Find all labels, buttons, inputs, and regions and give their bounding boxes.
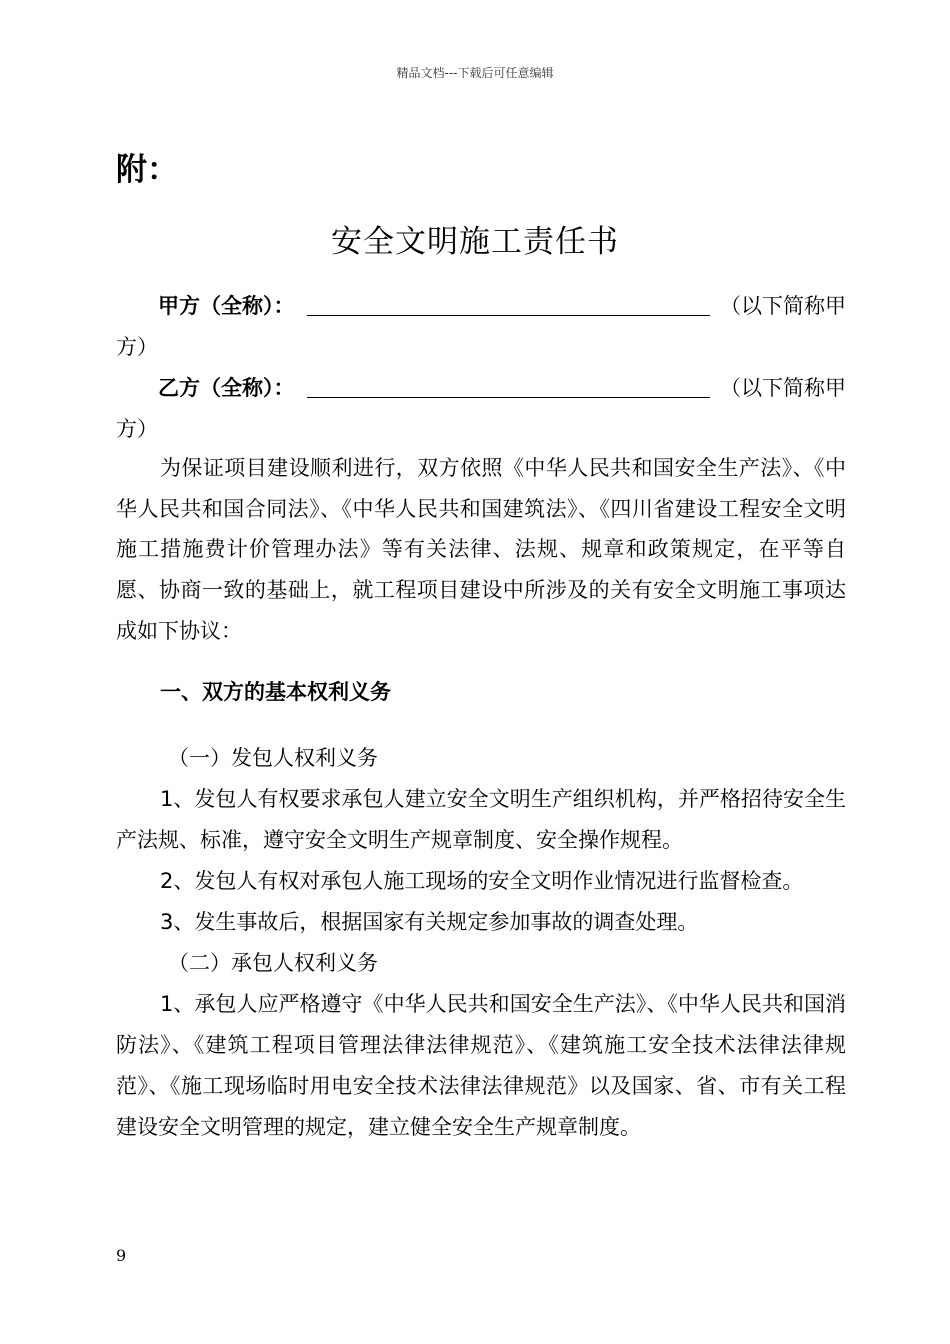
party-a-label: 甲方（全称）： — [158, 294, 295, 318]
party-b-blank[interactable] — [307, 396, 711, 398]
list-item: 2、发包人有权对承包人施工现场的安全文明作业情况进行监督检查。 — [160, 869, 804, 893]
list-item: 1、发包人有权要求承包人建立安全文明生产组织机构，并严格招待安全生产法规、标准，遵守安全文明生产规章制度、安全操作规程。 — [116, 787, 846, 852]
party-a-tail: （以下简称甲 — [720, 294, 846, 318]
party-b-tail: （以下简称甲 — [720, 376, 846, 400]
party-block — [116, 286, 846, 450]
subsection-heading-1: （一）发包人权利义务 — [168, 746, 378, 770]
list-item: 3、发生事故后，根据国家有关规定参加事故的调查处理。 — [160, 910, 699, 934]
party-a-line — [116, 286, 846, 327]
section-1-content — [116, 738, 846, 1148]
page-header: 精品文档---下载后可任意编辑 — [396, 66, 554, 80]
intro-paragraph: 为保证项目建设顺利进行，双方依照《中华人民共和国安全生产法》、《中华人民共和国合同法》、《中华人民共和国建筑法》、《四川省建设工程安全文明施工措施费计价管理办法》等有关法律、法规、规章和政策规定，在平等自愿、协商一致的基础上，就工程项目建设中所涉及的关有安全文明施工事项达成如下协议： — [116, 456, 846, 643]
attachment-label: 附： — [116, 152, 178, 188]
page-number: 9 — [116, 1246, 127, 1265]
party-a-cont: 方） — [116, 335, 158, 359]
section-heading-1: 一、双方的基本权利义务 — [160, 680, 391, 704]
party-b-cont: 方） — [116, 417, 158, 441]
party-b-line — [116, 368, 846, 409]
document-title: 安全文明施工责任书 — [331, 224, 619, 260]
list-item: 1、承包人应严格遵守《中华人民共和国安全生产法》、《中华人民共和国消防法》、《建筑工程项目管理法律法律规范》、《建筑施工安全技术法律法律规范》、《施工现场临时用电安全技术法律法律规范》以及国家、省、市有关工程建设安全文明管理的规定，建立健全安全生产规章制度。 — [116, 992, 846, 1139]
subsection-heading-2: （二）承包人权利义务 — [168, 951, 378, 975]
party-a-blank[interactable] — [307, 314, 711, 316]
party-b-label: 乙方（全称）： — [158, 376, 295, 400]
